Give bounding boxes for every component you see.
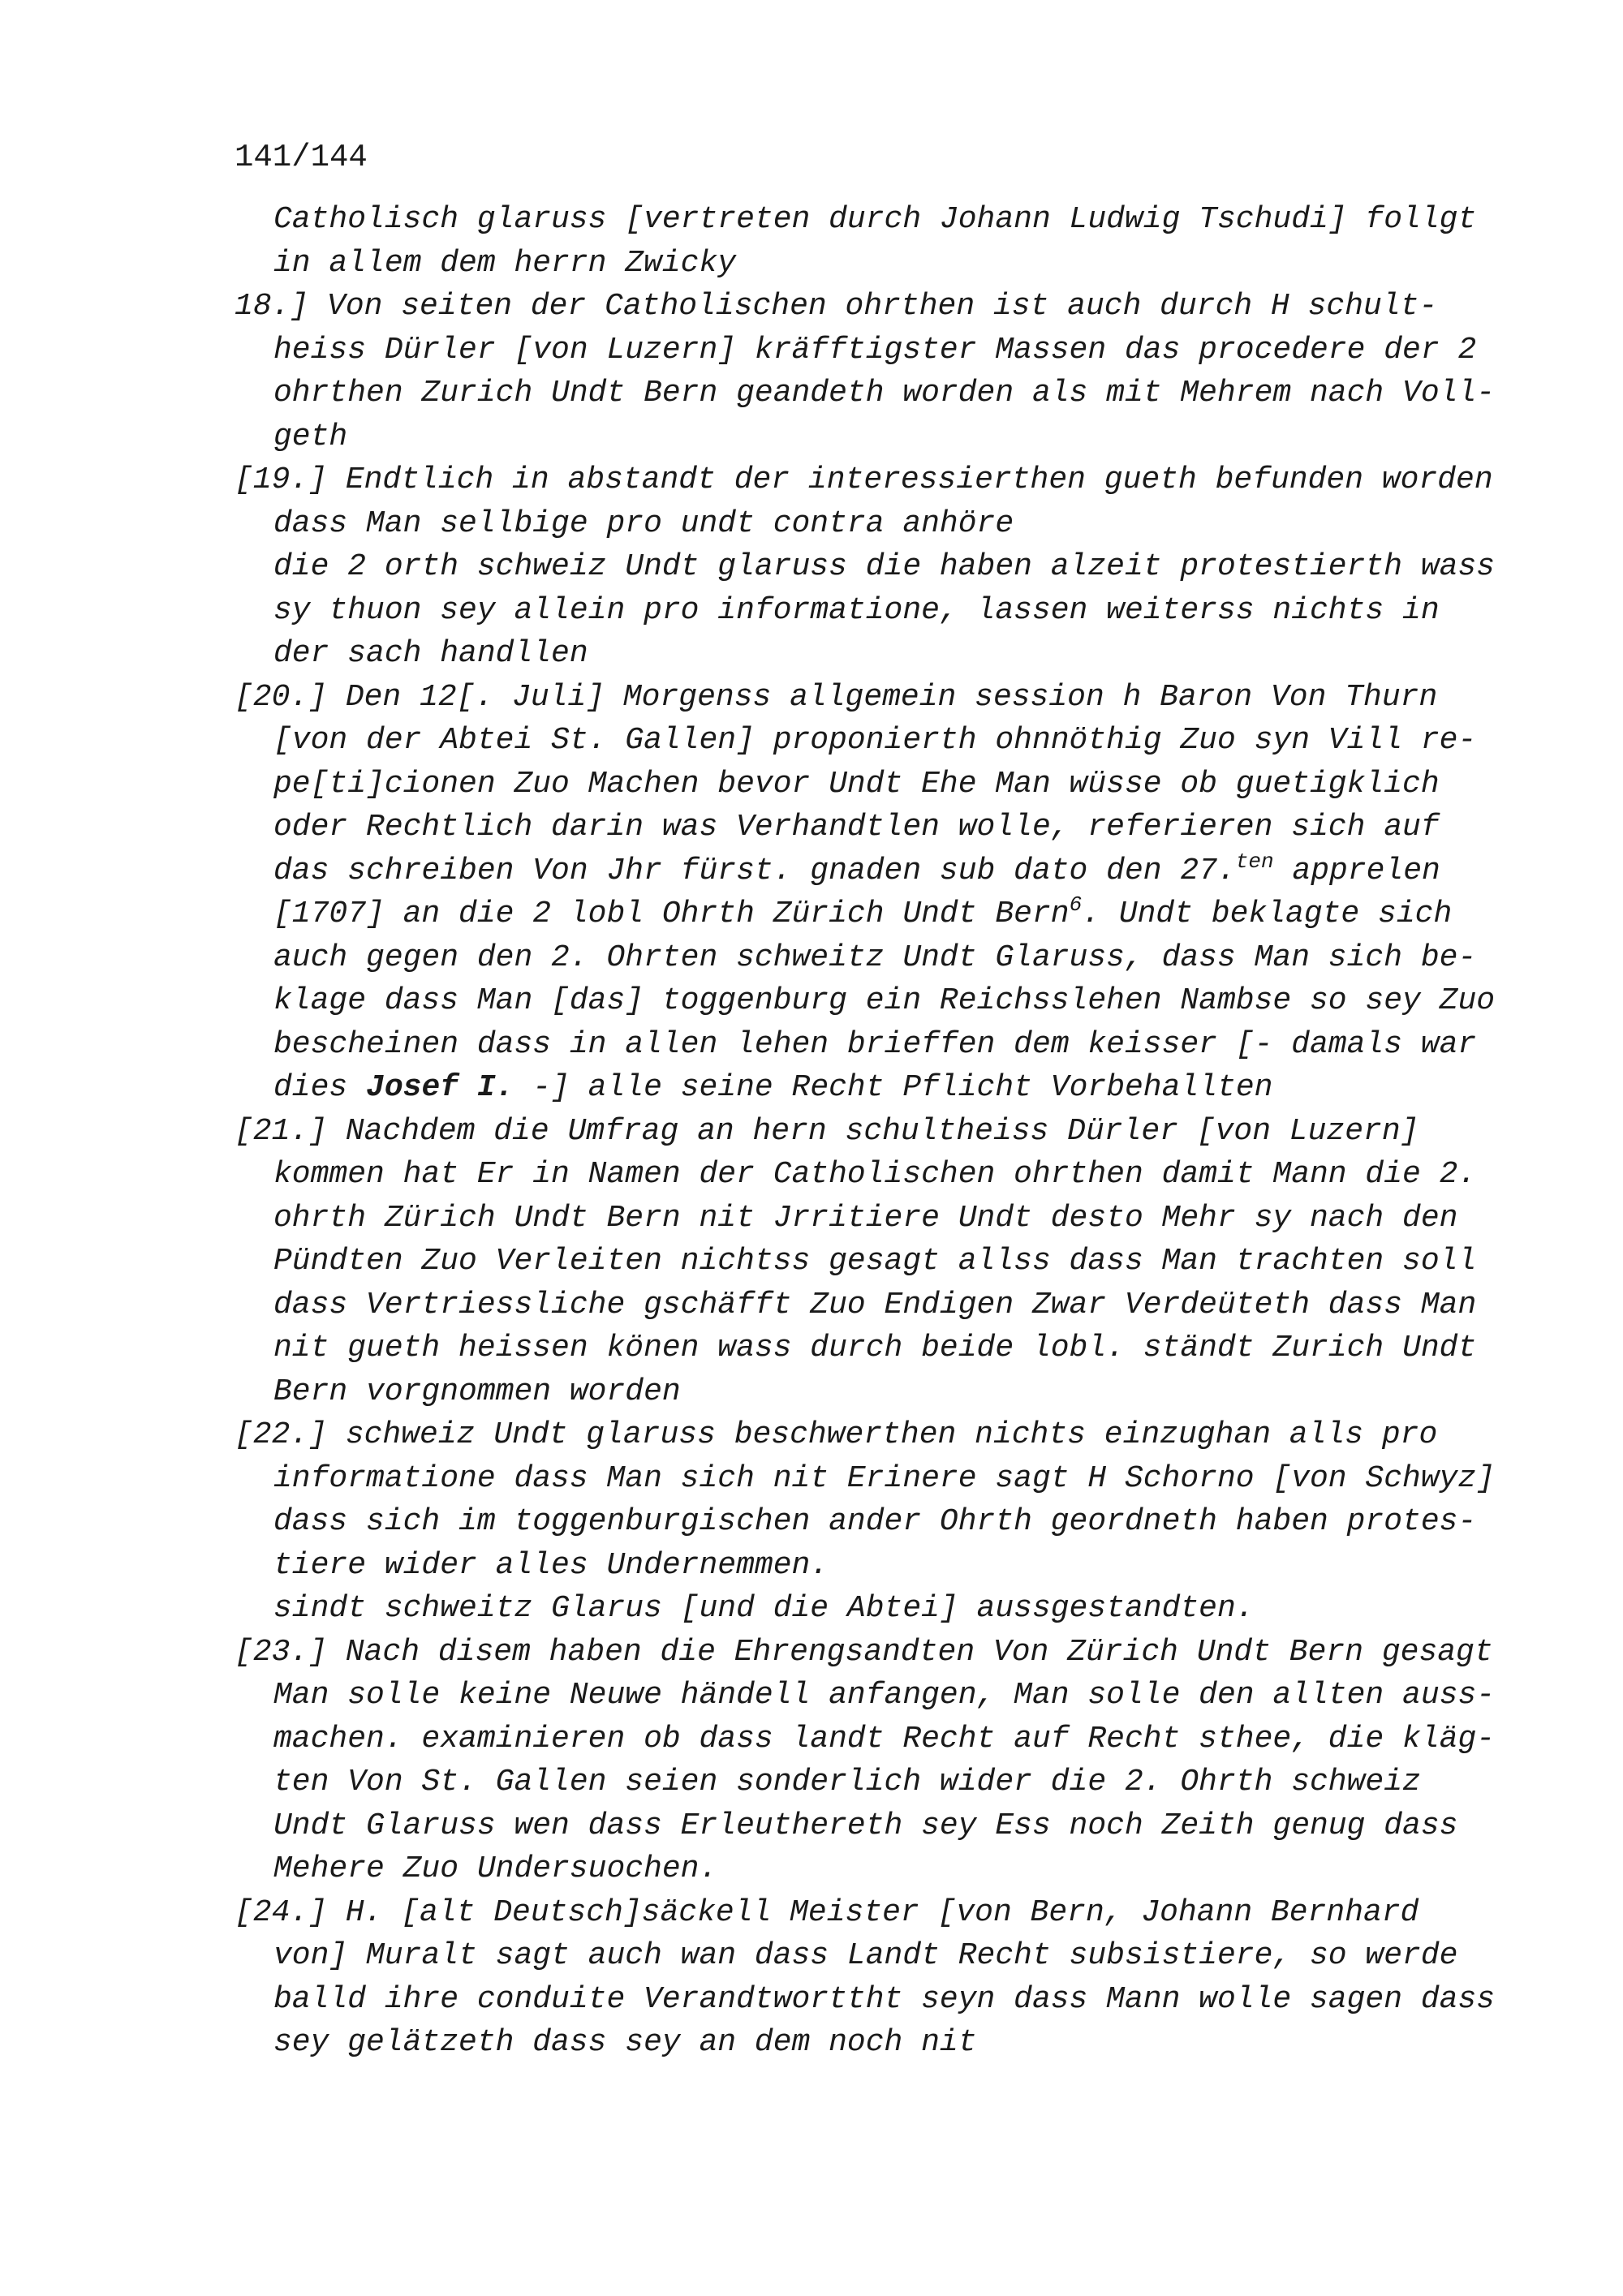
paragraph-20: [235, 676, 1500, 1110]
text-line: Pündten Zuo Verleiten nichtss gesagt allss dass Man trachten soll: [273, 1244, 1477, 1279]
bold-name: Josef I.: [366, 1070, 514, 1105]
text-line: kommen hat Er in Namen der Catholischen ohrthen damit Mann die 2.: [273, 1157, 1477, 1192]
text-line: pe[ti]cionen Zuo Machen bevor Undt Ehe Man wüsse ob guetigklich: [273, 766, 1440, 802]
text-segment: apprelen: [1273, 853, 1440, 888]
text-line: klage dass Man [das] toggenburg ein Reichsslehen Nambse so sey Zuo: [273, 983, 1496, 1018]
text-line: die 2 orth schweiz Undt glaruss die haben alzeit protestierth wass: [273, 549, 1496, 584]
text-line: geth: [273, 419, 348, 454]
text-segment: -] alle seine Recht Pflicht Vorbehallten: [514, 1070, 1273, 1105]
text-line: balld ihre conduite Verandtworttht seyn dass Mann wolle sagen dass: [273, 1981, 1496, 2017]
text-segment: dies: [273, 1070, 367, 1105]
text-line: nit gueth heissen könen wass durch beide lobl. ständt Zurich Undt: [273, 1331, 1477, 1365]
text-line: [20.] Den 12[. Juli] Morgenss allgemein session h Baron Von Thurn: [235, 679, 1438, 715]
text-line: heiss Dürler [von Luzern] kräfftigster Massen das procedere der 2: [273, 332, 1477, 368]
text-line: [23.] Nach disem haben die Ehrengsandten Von Zürich Undt Bern gesagt: [235, 1634, 1493, 1670]
paragraph-18: [235, 285, 1500, 458]
text-line: auch gegen den 2. Ohrten schweitz Undt Glaruss, dass Man sich be-: [273, 939, 1477, 975]
text-line: tiere wider alles Undernemmen.: [273, 1547, 829, 1583]
text-line: sey gelätzeth dass sey an dem noch nit: [273, 2025, 977, 2060]
text-line: Catholisch glaruss [vertreten durch Johann Ludwig Tschudi] follgt: [273, 202, 1477, 237]
page-number: 141/144: [235, 140, 368, 175]
paragraph-23: [235, 1631, 1500, 1891]
transcription-body: [235, 198, 1500, 2065]
text-line: [22.] schweiz Undt glaruss beschwerthen nichts einzughan alls pro: [235, 1417, 1438, 1452]
text-line: in allem dem herrn Zwicky: [273, 245, 737, 281]
text-line: der sach handllen: [273, 636, 588, 671]
paragraph-continuation: [235, 198, 1500, 285]
text-line: [273, 849, 1500, 893]
text-segment: das schreiben Von Jhr fürst. gnaden sub dato den 27.: [273, 853, 1236, 888]
text-line: ohrthen Zurich Undt Bern geandeth worden als mit Mehrem nach Voll-: [273, 376, 1496, 411]
text-line: Undt Glaruss wen dass Erleuthereth sey Ess noch Zeith genug dass: [273, 1808, 1458, 1843]
paragraph-22: [235, 1413, 1500, 1587]
text-line: [273, 1066, 1500, 1110]
text-line: [273, 892, 1500, 936]
text-line: machen. examinieren ob dass landt Recht auf Recht sthee, die kläg-: [273, 1721, 1496, 1756]
text-line: oder Rechtlich darin was Verhandtlen wolle, referieren sich auf: [273, 810, 1440, 845]
text-segment: [1707] an die 2 lobl Ohrth Zürich Undt Bern: [273, 896, 1070, 931]
superscript: ten: [1235, 849, 1274, 874]
footnote-marker: 6: [1069, 892, 1083, 917]
text-line: Bern vorgnommen worden: [273, 1374, 681, 1409]
text-line: ohrth Zürich Undt Bern nit Jrritiere Undt desto Mehr sy nach den: [273, 1200, 1458, 1236]
text-line: [21.] Nachdem die Umfrag an hern schultheiss Dürler [von Luzern]: [235, 1113, 1419, 1149]
text-line: [von der Abtei St. Gallen] proponierth ohnnöthig Zuo syn Vill re-: [273, 723, 1477, 758]
text-line: Man solle keine Neuwe händell anfangen, Man solle den allten auss-: [273, 1678, 1496, 1713]
paragraph-24: [235, 1891, 1500, 2065]
paragraph-21: [235, 1110, 1500, 1414]
paragraph-19-continuation: [235, 545, 1500, 676]
text-line: bescheinen dass in allen lehen brieffen dem keisser [- damals war: [273, 1026, 1477, 1062]
text-line: sy thuon sey allein pro informatione, lassen weiterss nichts in: [273, 592, 1440, 628]
text-line: 18.] Von seiten der Catholischen ohrthen ist auch durch H schult-: [235, 289, 1438, 324]
text-line: dass Man sellbige pro undt contra anhöre: [273, 505, 1014, 541]
paragraph-22-continuation: [235, 1587, 1500, 1631]
text-line: [24.] H. [alt Deutsch]säckell Meister [von Bern, Johann Bernhard: [235, 1894, 1419, 1930]
text-line: von] Muralt sagt auch wan dass Landt Recht subsistiere, so werde: [273, 1938, 1458, 1973]
text-line: informatione dass Man sich nit Erinere sagt H Schorno [von Schwyz]: [273, 1460, 1496, 1496]
text-segment: . Undt beklagte sich: [1082, 896, 1453, 931]
text-line: Mehere Zuo Undersuochen.: [273, 1851, 718, 1886]
text-line: ten Von St. Gallen seien sonderlich wider die 2. Ohrth schweiz: [273, 1765, 1421, 1799]
paragraph-19: [235, 458, 1500, 545]
text-line: dass sich im toggenburgischen ander Ohrth geordneth haben protes-: [273, 1504, 1477, 1539]
text-line: [19.] Endtlich in abstandt der interessierthen gueth befunden worden: [235, 462, 1493, 497]
text-line: dass Vertriessliche gschäfft Zuo Endigen Zwar Verdeüteth dass Man: [273, 1287, 1477, 1322]
text-line: sindt schweitz Glarus [und die Abtei] aussgestandten.: [273, 1591, 1255, 1626]
